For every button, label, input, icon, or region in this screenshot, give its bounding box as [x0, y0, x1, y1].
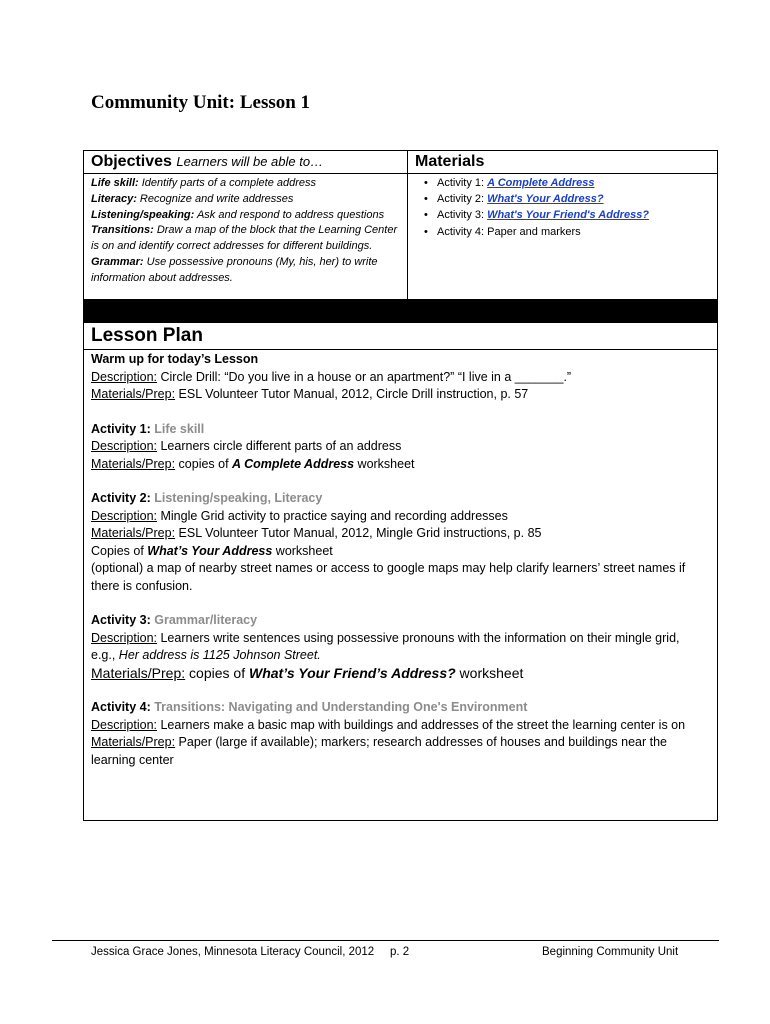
objectives-header: [91, 153, 323, 171]
materials-label: Materials/Prep:: [91, 735, 176, 749]
worksheet-name: What’s Your Address: [147, 543, 273, 558]
activity2-header: [91, 490, 706, 508]
description-label: Description:: [91, 508, 157, 523]
activity-topic: Listening/speaking, Literacy: [154, 491, 323, 505]
warmup-materials: [91, 386, 706, 404]
materials-text: ESL Volunteer Tutor Manual, 2012, Mingle Grid instructions, p. 85: [175, 526, 542, 540]
section-divider-bar: [84, 299, 717, 323]
description-label: Description:: [91, 717, 157, 732]
activity4-description: [91, 717, 706, 735]
materials-label: Materials/Prep:: [91, 387, 176, 401]
bullet-icon: •: [424, 225, 428, 238]
materials-text: Paper (large if available); markers; research addresses of houses and buildings near the learning center: [91, 735, 667, 767]
page-title: Community Unit: Lesson 1: [91, 92, 311, 113]
material-prefix: Activity 3:: [437, 209, 488, 222]
materials-list: [424, 175, 649, 240]
activity2-optional: (optional) a map of nearby street names or access to google maps may help clarify learners’ street names if there is confusion.: [91, 561, 686, 593]
materials-text: copies of: [185, 664, 249, 681]
footer-rule: [52, 940, 719, 941]
activity-topic: Transitions: Navigating and Understanding One's Environment: [154, 700, 528, 714]
activity-label: Activity 3:: [91, 613, 151, 627]
activity2-copies: [91, 543, 706, 561]
activity4-header: [91, 699, 706, 717]
materials-text: ESL Volunteer Tutor Manual, 2012, Circle Drill instruction, p. 57: [175, 387, 529, 401]
objective-item: [91, 255, 401, 287]
material-link[interactable]: What's Your Friend's Address?: [487, 209, 650, 222]
material-link[interactable]: What's Your Address?: [487, 193, 604, 206]
activity4-materials: [91, 734, 706, 769]
footer-author: Jessica Grace Jones, Minnesota Literacy Council, 2012: [91, 946, 375, 958]
lesson-table: [83, 150, 718, 821]
materials-label: Materials/Prep:: [91, 456, 176, 471]
footer-unit: Beginning Community Unit: [542, 946, 679, 958]
activity1-header: [91, 421, 706, 439]
footer-page-number: p. 2: [390, 946, 410, 958]
activity-label: Activity 1:: [91, 421, 151, 436]
bullet-icon: •: [424, 193, 428, 206]
description-label: Description:: [91, 630, 157, 645]
description-text: Circle Drill: “Do you live in a house or an apartment?” “I live in a _______.”: [157, 369, 572, 384]
copies-text: Copies of: [91, 543, 148, 558]
activity2-materials: [91, 525, 706, 543]
activity-label: Activity 4:: [91, 700, 151, 714]
activity1-description: [91, 438, 706, 456]
activity3-description: [91, 630, 706, 665]
activity-topic: Grammar/literacy: [154, 613, 258, 627]
header-divider: [84, 173, 717, 174]
objectives-heading: Objectives: [91, 153, 172, 170]
activity1-materials: [91, 456, 706, 474]
objective-text: Recognize and write addresses: [139, 192, 294, 205]
worksheet-name: What’s Your Friend’s Address?: [248, 664, 456, 681]
objective-label: Life skill:: [91, 177, 139, 189]
objective-label: Transitions:: [91, 224, 154, 237]
material-item: [424, 175, 649, 191]
materials-heading: Materials: [415, 153, 485, 170]
objective-text: Draw a map of the block that the Learning Center is on and identify correct addresses for different buildings.: [91, 224, 398, 253]
lesson-plan-divider: [84, 349, 717, 350]
material-prefix: Activity 1:: [437, 177, 488, 189]
objective-item: [91, 223, 401, 255]
warmup-description: [91, 369, 706, 387]
activity-label: Activity 2:: [91, 491, 151, 505]
bullet-icon: •: [424, 177, 428, 189]
objectives-subheading: Learners will be able to…: [176, 154, 324, 169]
objective-label: Literacy:: [91, 192, 137, 205]
warmup-title: Warm up for today’s Lesson: [91, 352, 259, 366]
objective-item: [91, 176, 401, 192]
lesson-plan-body: [91, 351, 706, 769]
material-prefix: Activity 4: Paper and markers: [437, 225, 581, 238]
objective-text: Ask and respond to address questions: [196, 208, 385, 221]
material-item: [424, 191, 649, 207]
description-text: Mingle Grid activity to practice saying and recording addresses: [157, 508, 508, 523]
worksheet-name: A Complete Address: [232, 456, 355, 471]
objective-item: [91, 192, 401, 208]
objectives-list: [91, 176, 401, 287]
description-label: Description:: [91, 439, 157, 453]
activity3-materials: [91, 665, 706, 683]
material-link[interactable]: A Complete Address: [487, 177, 595, 189]
description-text: Learners circle different parts of an address: [157, 439, 402, 453]
example-sentence: Her address is 1125 Johnson Street.: [118, 648, 321, 662]
objective-text: Use possessive pronouns (My, his, her) to write information about addresses.: [91, 255, 378, 284]
objective-text: Identify parts of a complete address: [141, 177, 317, 189]
material-item: [424, 207, 649, 223]
material-item: [424, 224, 649, 240]
activity2-description: [91, 508, 706, 526]
description-label: Description:: [91, 369, 157, 384]
column-divider: [407, 151, 408, 299]
objective-label: Grammar:: [91, 255, 144, 268]
materials-label: Materials/Prep:: [91, 664, 186, 681]
materials-tail: worksheet: [455, 664, 524, 681]
description-text: Learners write sentences using possessive pronouns with the information on their mingle grid, e.g.,: [91, 630, 680, 662]
bullet-icon: •: [424, 209, 428, 222]
copies-tail: worksheet: [272, 543, 333, 558]
objective-item: [91, 208, 401, 224]
lesson-plan-heading: Lesson Plan: [91, 325, 203, 346]
materials-label: Materials/Prep:: [91, 526, 176, 540]
materials-text: copies of: [175, 456, 233, 471]
activity3-header: [91, 612, 706, 630]
materials-tail: worksheet: [354, 456, 415, 471]
description-text: Learners make a basic map with buildings and addresses of the street the learning center is on: [157, 717, 686, 732]
material-prefix: Activity 2:: [437, 193, 488, 206]
objective-label: Listening/speaking:: [91, 208, 195, 221]
activity-topic: Life skill: [154, 421, 205, 436]
